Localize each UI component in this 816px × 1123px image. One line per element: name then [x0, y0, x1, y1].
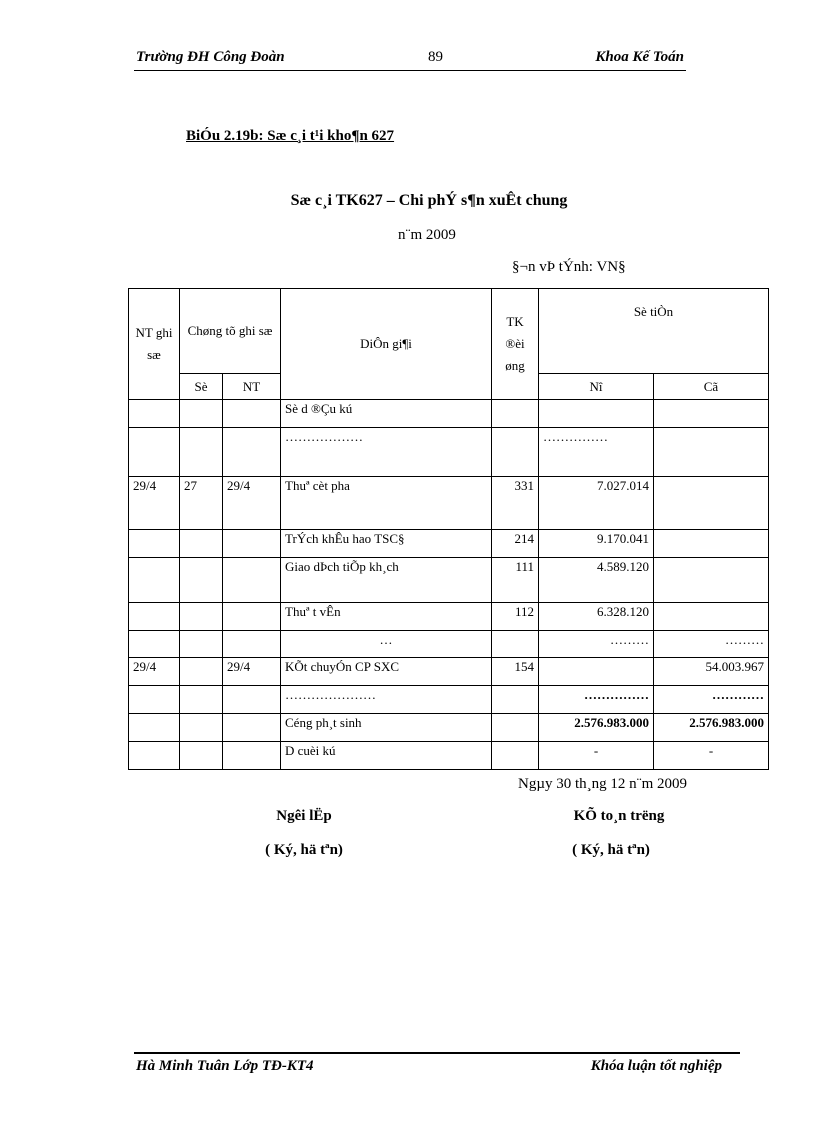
cell-nt: [223, 530, 281, 558]
cell-so: [180, 400, 223, 428]
cell-so: [180, 530, 223, 558]
cell-no: 9.170.041: [539, 530, 654, 558]
cell-tk: 111: [492, 558, 539, 603]
cell-so: [180, 631, 223, 658]
header-tk-doi-ung: TK ®èi øng: [492, 289, 539, 400]
cell-no: ………: [539, 631, 654, 658]
cell-nt: [223, 603, 281, 631]
cell-tk: 154: [492, 658, 539, 686]
date-line: Ngµy 30 th¸ng 12 n¨m 2009: [518, 776, 688, 792]
cell-nt-ghi-so: [129, 631, 180, 658]
cell-co: [654, 603, 769, 631]
chief-accountant-title: KÕ to¸n trëng: [573, 808, 665, 824]
cell-nt-ghi-so: [129, 558, 180, 603]
cell-co: …………: [654, 686, 769, 714]
cell-co: [654, 477, 769, 530]
cell-no: 2.576.983.000: [539, 714, 654, 742]
footer-thesis: Khóa luận tốt nghiệp: [590, 1058, 722, 1074]
header-dien-giai: DiÔn gi¶i: [281, 289, 492, 400]
header-chung-tu: Chøng tõ ghi sæ: [180, 289, 281, 374]
cell-dien-giai: Thuª t vÊn: [281, 603, 492, 631]
table-row: [129, 428, 769, 477]
table-row: [129, 603, 769, 631]
cell-dien-giai: Céng ph¸t sinh: [281, 714, 492, 742]
header-so: Sè: [180, 374, 223, 400]
cell-nt-ghi-so: [129, 686, 180, 714]
cell-nt-ghi-so: [129, 530, 180, 558]
cell-no: ……………: [539, 428, 654, 477]
table-row: [129, 658, 769, 686]
cell-nt: [223, 686, 281, 714]
cell-dien-giai: D cuèi kú: [281, 742, 492, 770]
table-row: [129, 742, 769, 770]
cell-so: [180, 742, 223, 770]
cell-co: [654, 400, 769, 428]
table-row: [129, 477, 769, 530]
header-faculty: Khoa Kế Toán: [595, 49, 684, 65]
cell-nt-ghi-so: 29/4: [129, 658, 180, 686]
table-row: [129, 530, 769, 558]
cell-nt: [223, 742, 281, 770]
cell-nt: [223, 558, 281, 603]
cell-nt-ghi-so: [129, 603, 180, 631]
cell-co: ………: [654, 631, 769, 658]
preparer-title: Ngêi lËp: [276, 808, 332, 824]
chief-accountant-note: ( Ký, hä tªn): [572, 842, 650, 858]
cell-no: [539, 400, 654, 428]
cell-co: [654, 530, 769, 558]
page-footer: [134, 1052, 740, 1076]
figure-label: BiÓu 2.19b: Sæ c¸i t¹i kho¶n 627: [186, 128, 395, 144]
cell-nt: [223, 400, 281, 428]
table-row: [129, 686, 769, 714]
ledger-title-text: Sæ c¸i TK627 – Chi phÝ s¶n xuÊt chung: [290, 192, 568, 209]
footer-author: Hà Minh Tuân Lớp TĐ-KT4: [136, 1058, 314, 1074]
header-school: Trường ĐH Công Đoàn: [136, 49, 285, 65]
cell-co: [654, 558, 769, 603]
cell-no: 4.589.120: [539, 558, 654, 603]
cell-co: 54.003.967: [654, 658, 769, 686]
cell-co: -: [654, 742, 769, 770]
unit-line: §¬n vÞ tÝnh: VN§: [512, 259, 626, 275]
cell-nt: [223, 714, 281, 742]
cell-tk: [492, 428, 539, 477]
cell-no: 6.328.120: [539, 603, 654, 631]
cell-so: [180, 714, 223, 742]
table-row: [129, 631, 769, 658]
table-row: [129, 558, 769, 603]
cell-so: [180, 558, 223, 603]
cell-nt-ghi-so: [129, 714, 180, 742]
page-number: 89: [428, 49, 443, 65]
cell-nt-ghi-so: [129, 400, 180, 428]
year-line: n¨m 2009: [398, 227, 456, 243]
cell-so: [180, 658, 223, 686]
cell-nt: [223, 428, 281, 477]
cell-nt-ghi-so: [129, 742, 180, 770]
cell-so: [180, 428, 223, 477]
cell-dien-giai: TrÝch khÊu hao TSC§: [281, 530, 492, 558]
preparer-note: ( Ký, hä tªn): [265, 842, 343, 858]
cell-dien-giai: …………………: [281, 686, 492, 714]
cell-no: -: [539, 742, 654, 770]
ledger-table: [128, 288, 769, 770]
page-header: [134, 48, 686, 71]
cell-so: 27: [180, 477, 223, 530]
header-co: Cã: [654, 374, 769, 400]
cell-tk: 331: [492, 477, 539, 530]
cell-dien-giai: ………………: [281, 428, 492, 477]
ledger-title: [0, 192, 816, 210]
cell-dien-giai: Sè d ®Çu kú: [281, 400, 492, 428]
cell-tk: 112: [492, 603, 539, 631]
cell-dien-giai: Thuª cèt pha: [281, 477, 492, 530]
cell-nt: 29/4: [223, 477, 281, 530]
cell-so: [180, 603, 223, 631]
cell-dien-giai: Giao dÞch tiÕp kh¸ch: [281, 558, 492, 603]
cell-co: [654, 428, 769, 477]
cell-no: ……………: [539, 686, 654, 714]
cell-nt: [223, 631, 281, 658]
header-so-tien: Sè tiÒn: [539, 289, 769, 374]
cell-co: 2.576.983.000: [654, 714, 769, 742]
cell-tk: [492, 686, 539, 714]
cell-tk: 214: [492, 530, 539, 558]
cell-no: 7.027.014: [539, 477, 654, 530]
table-row: [129, 400, 769, 428]
cell-nt-ghi-so: [129, 428, 180, 477]
cell-so: [180, 686, 223, 714]
cell-tk: [492, 400, 539, 428]
table-row-total: [129, 714, 769, 742]
cell-dien-giai: …: [281, 631, 492, 658]
cell-no: [539, 658, 654, 686]
cell-tk: [492, 714, 539, 742]
cell-nt-ghi-so: 29/4: [129, 477, 180, 530]
header-no: Nî: [539, 374, 654, 400]
header-nt: NT: [223, 374, 281, 400]
header-nt-ghi-so: NT ghi sæ: [129, 289, 180, 400]
cell-nt: 29/4: [223, 658, 281, 686]
cell-dien-giai: KÕt chuyÓn CP SXC: [281, 658, 492, 686]
cell-tk: [492, 631, 539, 658]
cell-tk: [492, 742, 539, 770]
